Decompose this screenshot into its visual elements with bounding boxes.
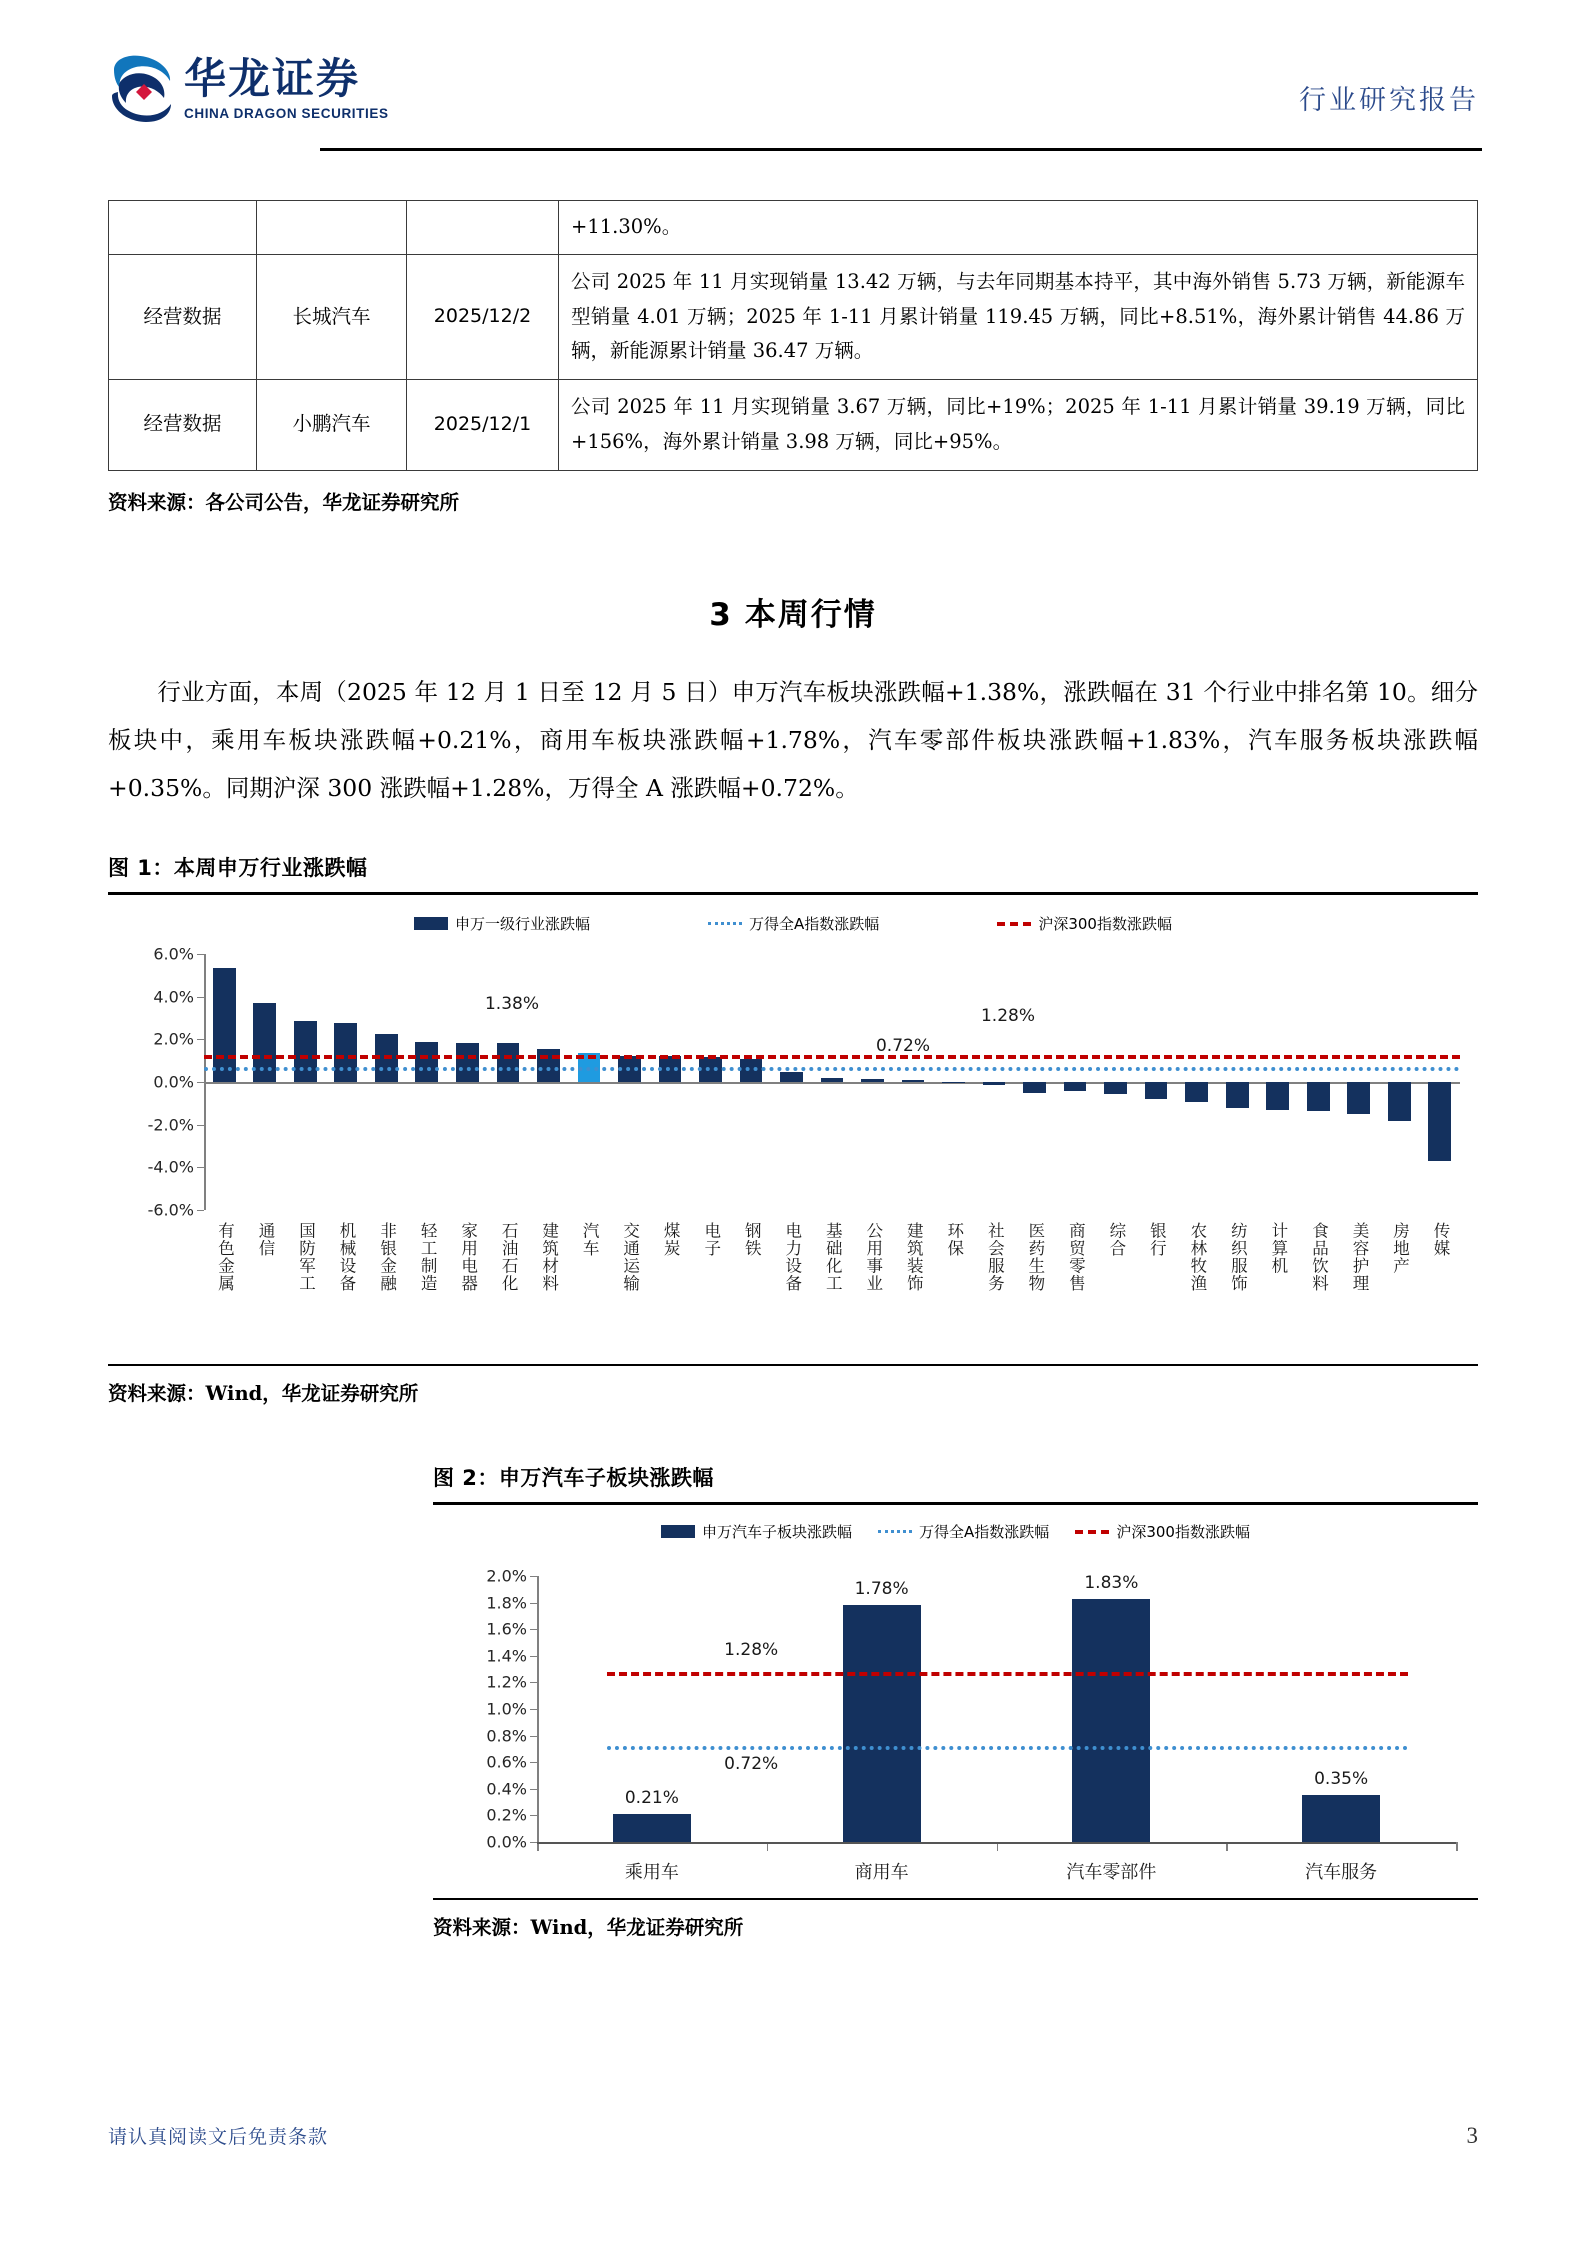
y-axis-tick-label: 0.4% [486, 1779, 527, 1799]
y-axis-tick [197, 1039, 204, 1040]
header-divider [320, 148, 1482, 151]
chart-bar [1145, 1082, 1168, 1099]
x-axis-category-label: 银行 [1147, 1222, 1167, 1258]
reference-line-wind-a [607, 1746, 1408, 1750]
legend-item-hs300 [997, 913, 1172, 934]
y-axis-tick-label: -6.0% [147, 1200, 194, 1220]
x-axis-category-label: 环保 [944, 1222, 964, 1258]
y-axis-tick [530, 1762, 537, 1763]
x-axis-category-label: 汽车零部件 [1066, 1862, 1157, 1884]
legend-swatch-dotted-icon [878, 1530, 912, 1533]
cell-company: 长城汽车 [257, 255, 407, 380]
y-axis-tick [197, 1082, 204, 1083]
cell-body: +11.30%。 [559, 201, 1478, 255]
cell-type: 经营数据 [109, 380, 257, 470]
y-axis-tick [530, 1682, 537, 1683]
figure-2-source: 资料来源：Wind，华龙证券研究所 [433, 1916, 744, 1940]
figure-2-top-rule [433, 1502, 1478, 1505]
chart-bar [1072, 1599, 1150, 1842]
chart-bar [1226, 1082, 1249, 1108]
chart-bar [334, 1023, 357, 1082]
table-source: 资料来源：各公司公告，华龙证券研究所 [108, 490, 460, 514]
x-axis-category-label: 综合 [1106, 1222, 1126, 1258]
x-axis-baseline [537, 1842, 1456, 1844]
figure-2-title: 图 2：申万汽车子板块涨跌幅 [433, 1466, 714, 1491]
y-axis-tick-label: -2.0% [147, 1115, 194, 1135]
x-axis-category-label: 国防军工 [296, 1222, 316, 1293]
chart-data-label: 0.35% [1314, 1769, 1369, 1790]
cell-type [109, 201, 257, 255]
chart-annotation: 1.38% [484, 994, 540, 1015]
legend-label: 申万一级行业涨跌幅 [455, 915, 591, 934]
x-axis-category-label: 轻工制造 [418, 1222, 438, 1293]
x-axis-category-label: 石油石化 [499, 1222, 519, 1293]
chart-bar [1307, 1082, 1330, 1111]
x-axis-category-label: 农林牧渔 [1187, 1222, 1207, 1293]
figure-2-bottom-rule [433, 1898, 1478, 1900]
y-axis-tick-label: 2.0% [153, 1029, 194, 1049]
chart-bar [1185, 1082, 1208, 1102]
chart-bar [1347, 1082, 1370, 1114]
legend-label: 万得全A指数涨跌幅 [919, 1523, 1050, 1542]
chart-bar [740, 1059, 763, 1082]
x-axis-category-label: 电子 [701, 1222, 721, 1258]
x-axis-category-label: 传媒 [1430, 1222, 1450, 1258]
x-axis-tick [1456, 1842, 1458, 1851]
legend-label: 申万汽车子板块涨跌幅 [702, 1523, 853, 1542]
logo-text-en: CHINA DRAGON SECURITIES [184, 105, 389, 121]
figure-2-plot [433, 1546, 1478, 1894]
y-axis-tick-label: -4.0% [147, 1157, 194, 1177]
x-axis-category-label: 商贸零售 [1066, 1222, 1086, 1293]
y-axis-tick-label: 1.8% [486, 1593, 527, 1613]
page-footer [108, 2122, 1478, 2149]
logo-text-cn: 华龙证券 [184, 53, 361, 103]
legend-swatch-dotted-icon [708, 922, 742, 925]
x-axis-category-label: 房地产 [1390, 1222, 1410, 1275]
x-axis-category-label: 食品饮料 [1309, 1222, 1329, 1293]
section-paragraph: 行业方面，本周（2025 年 12 月 1 日至 12 月 5 日）申万汽车板块涨跌幅+1.38%，涨跌幅在 31 个行业中排名第 10。细分板块中，乘用车板块涨跌幅+0.21%，商用车板块涨跌幅+1.78%，汽车零部件板块涨跌幅+1.83%，汽车服务板块涨跌幅+0.35%。同期沪深 300 涨跌幅+1.28%，万得全 A 涨跌幅+0.72%。 [108, 677, 1478, 802]
chart-bar [1428, 1082, 1451, 1161]
legend-item-sw-auto-sub [661, 1521, 852, 1542]
y-axis-tick [197, 1210, 204, 1211]
page-number: 3 [1466, 2123, 1478, 2148]
y-axis-tick-label: 1.4% [486, 1646, 527, 1666]
reference-line-hs300 [607, 1672, 1408, 1676]
x-axis-category-label: 基础化工 [823, 1222, 843, 1293]
legend-swatch-bar-icon [414, 917, 448, 930]
section-heading [108, 589, 1478, 634]
chart-bar [780, 1072, 803, 1082]
chart-bar [983, 1082, 1006, 1085]
table-row [109, 201, 1478, 255]
y-axis-tick [197, 1125, 204, 1126]
x-axis-category-label: 电力设备 [782, 1222, 802, 1293]
figure-2 [433, 1462, 1478, 1940]
legend-item-wind-a [708, 913, 879, 934]
chart-annotation: 1.28% [980, 1006, 1036, 1027]
cell-company: 小鹏汽车 [257, 380, 407, 470]
x-axis-category-label: 交通运输 [620, 1222, 640, 1293]
x-axis-category-label: 钢铁 [742, 1222, 762, 1258]
x-axis-category-label: 纺织服饰 [1228, 1222, 1248, 1293]
chart-bar [843, 1605, 921, 1842]
footer-disclaimer: 请认真阅读文后免责条款 [108, 2126, 329, 2148]
legend-item-wind-a [878, 1521, 1049, 1542]
page-header [0, 0, 1587, 180]
cell-date [407, 201, 559, 255]
chart-bar [613, 1814, 691, 1842]
figure-1-source: 资料来源：Wind，华龙证券研究所 [108, 1382, 419, 1406]
y-axis-tick [530, 1629, 537, 1630]
y-axis-tick-label: 0.6% [486, 1752, 527, 1772]
chart-bar [213, 968, 236, 1082]
y-axis-tick [530, 1576, 537, 1577]
legend-item-sw-industry [414, 913, 590, 934]
y-axis-tick-label: 0.0% [486, 1832, 527, 1852]
chart-bar [415, 1042, 438, 1082]
x-axis-category-label: 汽车服务 [1305, 1862, 1378, 1884]
x-axis-category-label: 公用事业 [863, 1222, 883, 1293]
y-axis-tick-label: 4.0% [153, 987, 194, 1007]
x-axis-category-label: 建筑装饰 [904, 1222, 924, 1293]
x-axis-category-label: 非银金融 [377, 1222, 397, 1293]
table-row [109, 255, 1478, 380]
x-axis-category-label: 医药生物 [1025, 1222, 1045, 1293]
y-axis-tick [530, 1789, 537, 1790]
page-content [108, 200, 1478, 1940]
x-axis-category-label: 建筑材料 [539, 1222, 559, 1293]
figure-1-top-rule [108, 892, 1478, 895]
y-axis-line [537, 1576, 539, 1842]
y-axis-tick [197, 1167, 204, 1168]
y-axis-tick-label: 1.0% [486, 1699, 527, 1719]
x-axis-category-label: 机械设备 [337, 1222, 357, 1293]
company-logo [108, 52, 389, 126]
y-axis-tick [530, 1656, 537, 1657]
y-axis-tick-label: 6.0% [153, 944, 194, 964]
chart-bar [1266, 1082, 1289, 1110]
y-axis-tick [530, 1736, 537, 1737]
chart-bar [497, 1043, 520, 1082]
section-number: 3 [709, 596, 733, 633]
x-axis-category-label: 美容护理 [1349, 1222, 1369, 1293]
cell-date: 2025/12/1 [407, 380, 559, 470]
x-axis-category-label: 家用电器 [458, 1222, 478, 1293]
chart-bar [456, 1043, 479, 1082]
reference-line-label: 0.72% [724, 1754, 779, 1775]
reference-line-hs300 [204, 1055, 1460, 1059]
reference-line-wind-a [204, 1067, 1460, 1071]
x-axis-category-label: 社会服务 [985, 1222, 1005, 1293]
x-axis-category-label: 通信 [256, 1222, 276, 1258]
legend-swatch-dashed-icon [1075, 1530, 1109, 1534]
y-axis-tick [530, 1603, 537, 1604]
cell-body: 公司 2025 年 11 月实现销量 13.42 万辆，与去年同期基本持平，其中海外销售 5.73 万辆，新能源车型销量 4.01 万辆；2025 年 1-11 月累计销量 119.45 万辆，同比+8.51%，海外累计销售 44.86 万辆，新能源累计销量 36.47 万辆。 [559, 255, 1478, 380]
chart-bar [821, 1078, 844, 1082]
y-axis-tick-label: 1.6% [486, 1619, 527, 1639]
chart-bar [294, 1021, 317, 1082]
figure-1-legend [108, 913, 1478, 934]
dragon-logo-icon [108, 52, 174, 126]
legend-label: 沪深300指数涨跌幅 [1038, 915, 1172, 934]
legend-label: 沪深300指数涨跌幅 [1116, 1523, 1250, 1542]
cell-date: 2025/12/2 [407, 255, 559, 380]
figure-2-legend [433, 1521, 1478, 1542]
chart-bar [902, 1080, 925, 1082]
chart-bar [942, 1082, 965, 1083]
legend-item-hs300 [1075, 1521, 1250, 1542]
legend-label: 万得全A指数涨跌幅 [749, 915, 880, 934]
figure-1 [108, 852, 1478, 1406]
x-axis-category-label: 乘用车 [624, 1862, 679, 1884]
section-title: 本周行情 [744, 596, 877, 633]
x-axis-category-label: 汽车 [580, 1222, 600, 1258]
table-row [109, 380, 1478, 470]
x-axis-category-label: 有色金属 [215, 1222, 235, 1293]
announcements-table [108, 200, 1478, 471]
figure-1-title: 图 1：本周申万行业涨跌幅 [108, 856, 368, 881]
y-axis-tick [530, 1842, 537, 1843]
chart-data-label: 1.78% [854, 1579, 909, 1600]
figure-1-bottom-rule [108, 1364, 1478, 1366]
chart-bar [1023, 1082, 1046, 1093]
x-axis-category-label: 煤炭 [661, 1222, 681, 1258]
chart-bar [861, 1079, 884, 1082]
y-axis-tick-label: 0.2% [486, 1805, 527, 1825]
legend-swatch-bar-icon [661, 1525, 695, 1538]
chart-bar [1064, 1082, 1087, 1091]
y-axis-tick [197, 954, 204, 955]
x-axis-category-label: 商用车 [854, 1862, 909, 1884]
document-type-label: 行业研究报告 [1299, 85, 1479, 116]
cell-company [257, 201, 407, 255]
chart-bar [1388, 1082, 1411, 1121]
chart-bar [1302, 1795, 1380, 1842]
y-axis-tick [530, 1815, 537, 1816]
legend-swatch-dashed-icon [997, 922, 1031, 926]
chart-annotation: 0.72% [875, 1036, 931, 1057]
y-axis-tick-label: 0.0% [153, 1072, 194, 1092]
y-axis-tick-label: 0.8% [486, 1726, 527, 1746]
x-axis-category-label: 计算机 [1268, 1222, 1288, 1275]
y-axis-tick [197, 997, 204, 998]
y-axis-tick-label: 2.0% [486, 1566, 527, 1586]
chart-data-label: 1.83% [1084, 1572, 1139, 1593]
y-axis-tick-label: 1.2% [486, 1672, 527, 1692]
reference-line-label: 1.28% [724, 1639, 779, 1660]
cell-body: 公司 2025 年 11 月实现销量 3.67 万辆，同比+19%；2025 年 1-11 月累计销量 39.19 万辆，同比+156%，海外累计销量 3.98 万辆，同比+95%。 [559, 380, 1478, 470]
chart-data-label: 0.21% [624, 1788, 679, 1809]
figure-1-plot [108, 940, 1478, 1360]
cell-type: 经营数据 [109, 255, 257, 380]
chart-bar [1104, 1082, 1127, 1094]
y-axis-tick [530, 1709, 537, 1710]
